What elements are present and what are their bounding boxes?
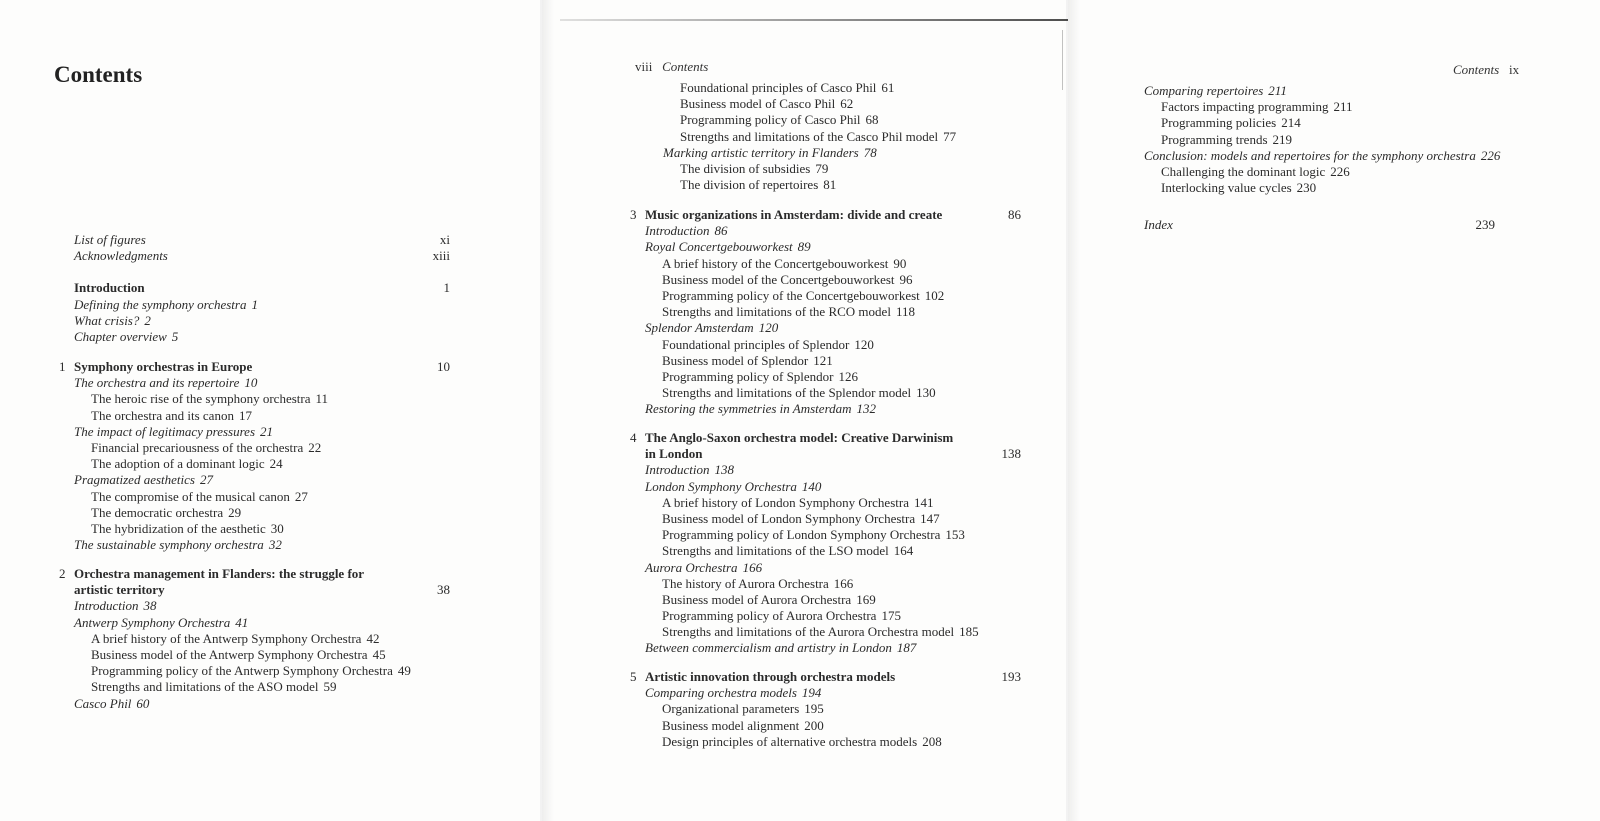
page-folio: viii: [635, 59, 653, 74]
toc-subsection: Financial precariousness of the orchestra 22: [91, 439, 322, 455]
toc-subsection: Strengths and limitations of the Aurora Orchestra model 185: [662, 624, 979, 640]
toc-section: London Symphony Orchestra 140: [645, 478, 822, 494]
toc-subsection: The history of Aurora Orchestra 166: [662, 575, 854, 591]
toc-subsection: Programming trends 219: [1161, 131, 1293, 147]
toc-section: Defining the symphony orchestra 1: [74, 296, 258, 312]
toc-subsection: Strengths and limitations of the RCO model 118: [662, 304, 915, 320]
page-folio: ix: [1508, 62, 1520, 77]
chapter-heading: 3 Music organizations in Amsterdam: divide and create 86: [630, 207, 1021, 222]
toc-subsection: Programming policy of the Concertgebouworkest 102: [662, 287, 945, 303]
toc-chapter-1: [59, 359, 450, 553]
toc-subsection: The democratic orchestra 29: [91, 504, 242, 520]
contents-page-middle: [542, 0, 1066, 821]
chapter-heading: 4 The Anglo-Saxon orchestra model: Creative Darwinism: [630, 430, 954, 445]
toc-section: Introduction 138: [645, 462, 735, 478]
toc-subsection: Business model of Splendor 121: [662, 352, 833, 368]
toc-front-item: Acknowledgments xiii: [74, 248, 450, 264]
toc-section: Restoring the symmetries in Amsterdam 132: [645, 401, 877, 417]
toc-subsection: Programming policy of Casco Phil 68: [680, 112, 879, 128]
toc-section: Marking artistic territory in Flanders 78: [663, 144, 877, 160]
toc-subsection: Interlocking value cycles 230: [1161, 180, 1317, 196]
toc-chapter-5: [630, 669, 1021, 750]
toc-subsection: Design principles of alternative orchestra models 208: [662, 733, 942, 749]
chapter-heading: 5 Artistic innovation through orchestra models 193: [630, 669, 1021, 684]
toc-chapter-4: [630, 430, 1021, 657]
toc-subsection: Programming policy of the Antwerp Symphony Orchestra 49: [91, 663, 411, 679]
toc-section: Between commercialism and artistry in London 187: [645, 640, 917, 656]
toc-list-page1: [74, 232, 450, 345]
running-head-title: Contents: [1453, 62, 1500, 77]
contents-page-right: [1068, 0, 1600, 821]
contents-page-left: [0, 0, 540, 821]
toc-subsection: Factors impacting programming 211: [1161, 99, 1353, 115]
toc-section: Comparing orchestra models 194: [645, 685, 822, 701]
toc-subsection: A brief history of the Concertgebouworkest 90: [662, 255, 907, 271]
toc-subsection: The compromise of the musical canon 27: [91, 488, 308, 504]
toc-subsection: Organizational parameters 195: [662, 701, 824, 717]
toc-subsection: Business model of the Antwerp Symphony Orchestra 45: [91, 646, 386, 662]
toc-subsection: The adoption of a dominant logic 24: [91, 456, 283, 472]
toc-subsection: The orchestra and its canon 17: [91, 407, 252, 423]
toc-ch5-continued: [1144, 83, 1524, 196]
toc-front-item: List of figures xi: [74, 232, 450, 247]
toc-subsection: Foundational principles of Splendor 120: [662, 336, 874, 352]
toc-subsection: Programming policy of London Symphony Orchestra 153: [662, 527, 965, 543]
toc-subsection: Programming policy of Splendor 126: [662, 368, 859, 384]
toc-section: The orchestra and its repertoire 10: [74, 375, 258, 391]
running-head: [1453, 62, 1519, 78]
toc-section: The impact of legitimacy pressures 21: [74, 423, 274, 439]
toc-introduction: Introduction 1: [74, 280, 450, 296]
toc-section: Splendor Amsterdam 120: [645, 320, 779, 336]
toc-subsection: Business model of the Concertgebouworkest 96: [662, 271, 913, 287]
toc-subsection: Strengths and limitations of the LSO model 164: [662, 543, 914, 559]
toc-subsection: Strengths and limitations of the Casco Phil model 77: [680, 128, 957, 144]
toc-subsection: Strengths and limitations of the Splendor model 130: [662, 385, 936, 401]
toc-subsection: The hybridization of the aesthetic 30: [91, 520, 284, 536]
toc-index: [1144, 217, 1495, 233]
toc-subsection: The heroic rise of the symphony orchestra 11: [91, 391, 329, 407]
toc-section: Pragmatized aesthetics 27: [74, 472, 213, 488]
toc-section: The sustainable symphony orchestra 32: [74, 537, 282, 553]
toc-subsection: Foundational principles of Casco Phil 61: [680, 80, 895, 95]
page-title: Contents: [54, 62, 143, 87]
running-head: [635, 59, 708, 75]
toc-subsection: Business model of Aurora Orchestra 169: [662, 591, 876, 607]
toc-section: Aurora Orchestra 166: [645, 559, 763, 575]
toc-ch2-continued: [645, 80, 1021, 193]
toc-subsection: Programming policy of Aurora Orchestra 175: [662, 608, 901, 624]
chapter-heading: 1 Symphony orchestras in Europe 10: [59, 359, 450, 374]
toc-section: Chapter overview 5: [74, 328, 179, 344]
running-head-title: Contents: [662, 59, 709, 74]
toc-section: Royal Concertgebouworkest 89: [645, 239, 811, 255]
toc-subsection: Programming policies 214: [1161, 115, 1301, 131]
toc-section: Conclusion: models and repertoires for the symphony orchestra 226: [1144, 147, 1501, 163]
toc-section: Casco Phil 60: [74, 695, 150, 711]
toc-subsection: Business model of Casco Phil 62: [680, 96, 854, 112]
toc-chapter-2: [59, 566, 450, 712]
chapter-heading: 2 Orchestra management in Flanders: the struggle for: [59, 566, 365, 581]
toc-subsection: Business model of London Symphony Orchestra 147: [662, 510, 940, 526]
toc-subsection: Business model alignment 200: [662, 717, 824, 733]
page-edge-mark: [1062, 30, 1063, 90]
gutter-shadow: [1068, 0, 1080, 821]
chapter-heading-cont: artistic territory 38: [74, 582, 450, 598]
toc-section: What crisis? 2: [74, 312, 151, 328]
toc-subsection: The division of repertoires 81: [680, 177, 837, 193]
chapter-heading-cont: in London 138: [645, 446, 1021, 462]
toc-subsection: A brief history of London Symphony Orchestra 141: [662, 494, 934, 510]
toc-subsection: The division of subsidies 79: [680, 160, 829, 176]
gutter-shadow: [542, 0, 554, 821]
toc-subsection: Challenging the dominant logic 226: [1161, 163, 1350, 179]
toc-subsection: A brief history of the Antwerp Symphony Orchestra 42: [91, 630, 380, 646]
toc-section: Antwerp Symphony Orchestra 41: [74, 614, 249, 630]
toc-section: Introduction 86: [645, 223, 728, 239]
toc-chapter-3: [630, 207, 1021, 417]
toc-subsection: Strengths and limitations of the ASO model 59: [91, 679, 337, 695]
toc-section: Introduction 38: [74, 598, 157, 614]
toc-index-entry: Index 239: [1144, 217, 1495, 232]
top-rule: [560, 19, 1088, 21]
toc-section: Comparing repertoires 211: [1144, 83, 1287, 98]
